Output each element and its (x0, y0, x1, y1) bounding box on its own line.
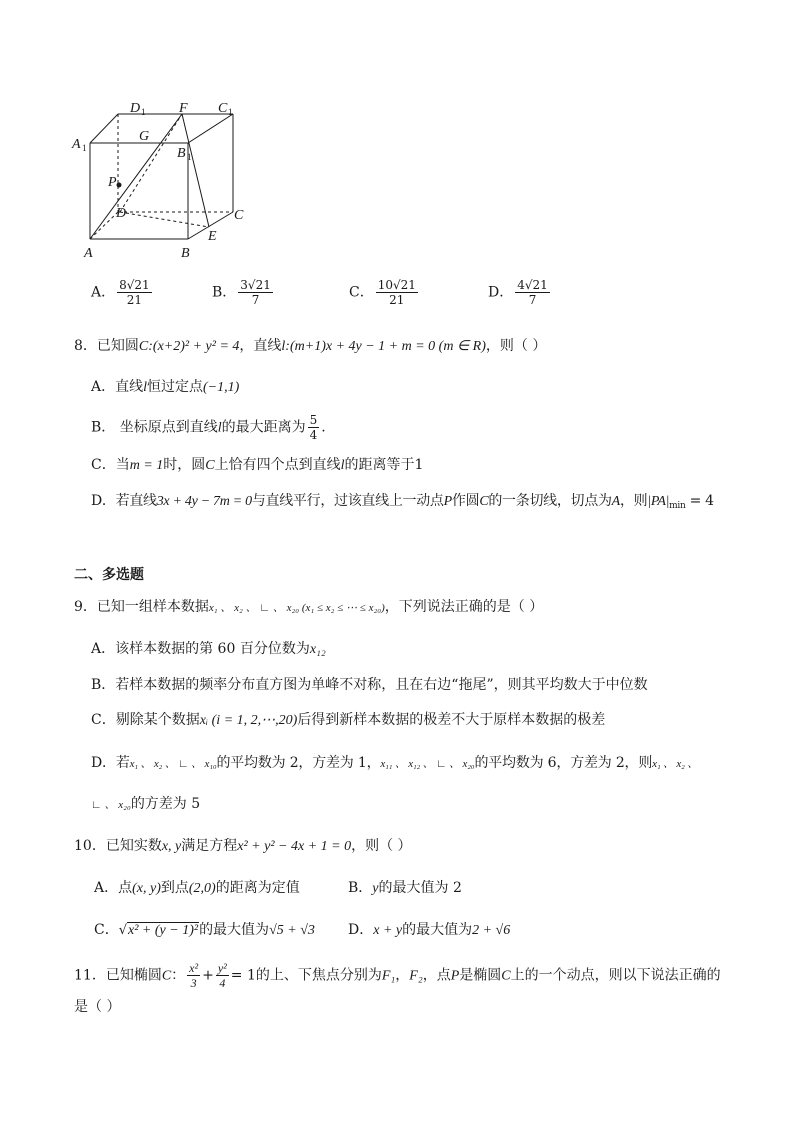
label-d1-sub: 1 (141, 107, 146, 117)
q9-option-d-line2: ∟ 、 x₂₀的方差为 5 (91, 796, 201, 812)
label-g: G (139, 129, 150, 144)
edge-d-f (120, 114, 182, 212)
section-title: 二、多选题 (74, 567, 144, 583)
q7-option-d: D． $\frac{4√21}{7}$ (488, 278, 548, 307)
edge-a-d (90, 212, 118, 239)
edge-a1-d1 (90, 114, 118, 143)
q8-option-d: D．若直线3x + 4y − 7m = 0与直线平行，过该直线上一动点P作圆C的一条切线，切点为A，则$|PA|_{min} = 4$ (91, 493, 714, 511)
q11-stem: 11．已知椭圆C： $\frac{\text{x²}}{3}$ + $\frac{\text{y²}}{4}$ = 1的上、下焦点分别为F₁，F₂，点P是椭圆C上的一个动点，则以下说法正确的 (74, 961, 721, 990)
q8-stem: 8．已知圆C:(x+2)² + y² = 4，直线l:(m+1)x + 4y − 1 + m = 0 (m ∈ R)，则（ ） (74, 338, 547, 354)
label-c1-sub: 1 (228, 107, 233, 117)
q11-stem-line2: 是（ ） (74, 999, 121, 1015)
edge-b1-c1 (188, 114, 233, 143)
point-p (117, 183, 122, 188)
label-b1: B (177, 146, 186, 161)
q7-option-a: A． $\frac{8√21}{21}$ (91, 278, 150, 307)
label-b1-sub: 1 (187, 152, 192, 162)
label-p: P (108, 175, 117, 190)
label-e: E (208, 229, 217, 244)
q7-option-b: B． $\frac{3√21}{7}$ (212, 278, 271, 307)
q10-option-a: A．点(x, y)到点(2,0)的距离为定值 (94, 880, 300, 896)
label-a1: A (72, 137, 81, 152)
q9-option-d: D．若x₁ 、 x₂ 、 ∟ 、 x₁₀的平均数为 2，方差为 1，x₁₁ 、 x₁₂ 、 ∟ 、 x₂₀的平均数为 6，方差为 2，则x₁ 、 x₂ 、 (91, 755, 699, 771)
label-a1-sub: 1 (82, 143, 87, 153)
q8-option-a: A．直线l恒过定点(−1,1) (91, 379, 240, 395)
q10-option-d: D．x + y的最大值为2 + √6 (348, 922, 511, 938)
q10-option-c: C．√x² + (y − 1)²的最大值为√5 + √3 (94, 922, 315, 938)
label-a: A (84, 246, 93, 261)
q9-option-c: C．剔除某个数据xᵢ (i = 1, 2,⋯,20)后得到新样本数据的极差不大于原样本数据的极差 (91, 712, 606, 728)
q10-option-b: B．y的最大值为 2 (348, 880, 462, 896)
q7-option-c: C． $\frac{10√21}{21}$ (349, 278, 416, 307)
q9-stem: 9．已知一组样本数据x₁ 、 x₂ 、 ∟ 、 x₂₀ (x₁ ≤ x₂ ≤ ⋯ ≤ x₂₀)，下列说法正确的是（ ） (74, 599, 544, 615)
q8-option-b: B． 坐标原点到直线l的最大距离为 $\frac{5}{4}$ . (91, 413, 326, 442)
label-d: D (116, 206, 127, 221)
label-d1: D (130, 101, 141, 116)
cube-figure (68, 96, 258, 264)
q8-option-c: C．当m = 1时，圆C上恰有四个点到直线l的距离等于1 (91, 457, 424, 473)
q9-option-b: B．若样本数据的频率分布直方图为单峰不对称，且在右边“拖尾”，则其平均数大于中位数 (91, 677, 648, 693)
label-c1: C (218, 101, 228, 116)
label-c: C (234, 208, 244, 223)
q10-stem: 10．已知实数x, y满足方程x² + y² − 4x + 1 = 0，则（ ） (74, 838, 412, 854)
edge-f-e (182, 114, 209, 227)
label-b: B (181, 246, 190, 261)
edge-d-e (120, 212, 209, 227)
label-f: F (179, 101, 188, 116)
q9-option-a: A．该样本数据的第 60 百分位数为x₁₂ (91, 641, 326, 657)
